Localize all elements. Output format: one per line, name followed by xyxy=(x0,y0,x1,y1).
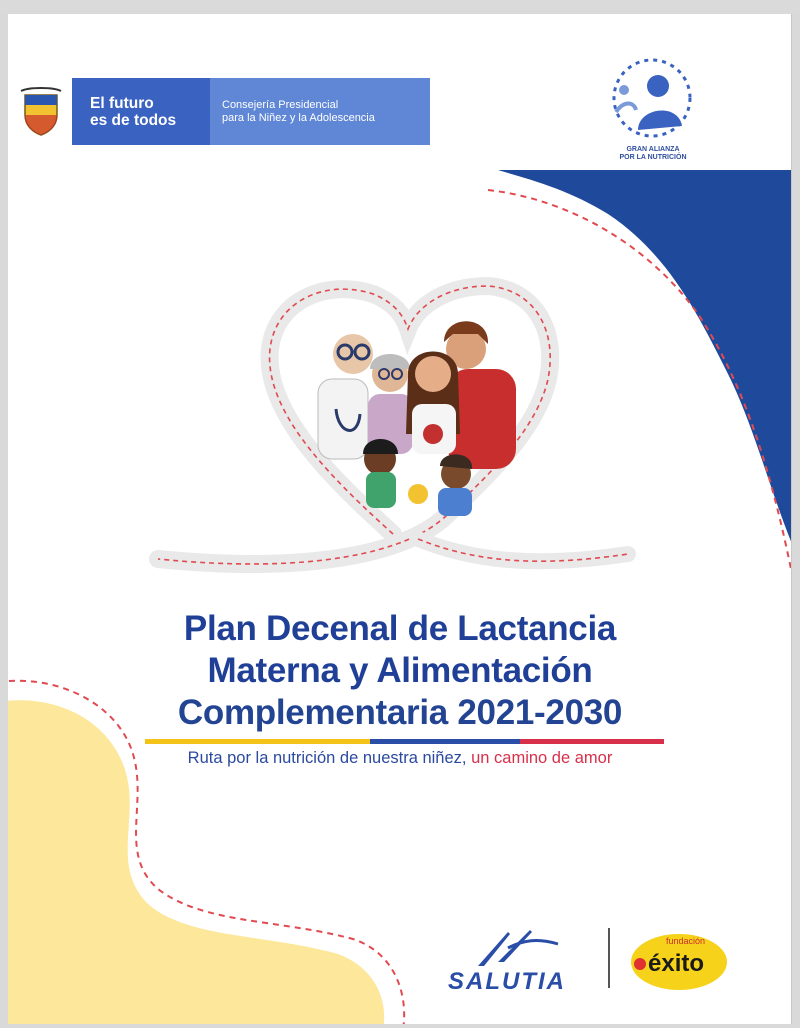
fundacion-exito-logo xyxy=(624,928,734,992)
colombia-coat-of-arms-icon xyxy=(10,78,72,145)
stripe-red xyxy=(520,739,664,744)
exito-wordmark: éxito xyxy=(648,950,705,977)
mother-figure xyxy=(406,352,460,455)
consejeria-line-1: Consejería Presidencial xyxy=(222,98,339,111)
exito-small-text: fundación xyxy=(666,936,706,946)
gran-alianza-logo xyxy=(594,50,712,180)
viewer-top-bar xyxy=(0,0,800,14)
title-line-3: Complementaria 2021-2030 xyxy=(177,693,623,732)
salutia-logo xyxy=(438,926,598,996)
cover-page xyxy=(8,14,792,1024)
title-line-1: Plan Decenal de Lactancia xyxy=(183,609,617,648)
stripe-yellow xyxy=(145,739,370,744)
salutia-mark-icon xyxy=(438,926,598,970)
document-subtitle xyxy=(8,749,792,768)
title-line-2: Materna y Alimentación xyxy=(207,651,593,690)
grandmother-figure xyxy=(368,354,413,454)
stripe-blue xyxy=(370,739,520,744)
slogan-line-1: El futuro xyxy=(90,94,154,112)
consejeria-line-2: para la Niñez y la Adolescencia xyxy=(222,111,375,124)
slogan-block xyxy=(72,78,210,145)
exito-red-dot-icon xyxy=(634,958,646,970)
document-title xyxy=(8,608,792,734)
slogan-line-2: es de todos xyxy=(90,111,177,129)
subtitle-accent: un camino de amor xyxy=(471,749,613,767)
government-banner xyxy=(10,78,430,145)
subtitle-main: Ruta por la nutrición de nuestra niñez, xyxy=(187,749,467,767)
doctor-figure xyxy=(318,334,373,459)
sponsor-divider xyxy=(608,928,610,988)
consejeria-block xyxy=(210,78,430,145)
alianza-line-2: POR LA NUTRICIÓN xyxy=(619,154,687,161)
alianza-line-1: GRAN ALIANZA xyxy=(626,146,680,153)
alianza-emblem-icon xyxy=(594,50,712,146)
salutia-wordmark: SALUTIA xyxy=(448,968,566,995)
alianza-name xyxy=(594,146,712,162)
boy-figure xyxy=(438,454,472,516)
flag-stripe xyxy=(145,739,664,744)
